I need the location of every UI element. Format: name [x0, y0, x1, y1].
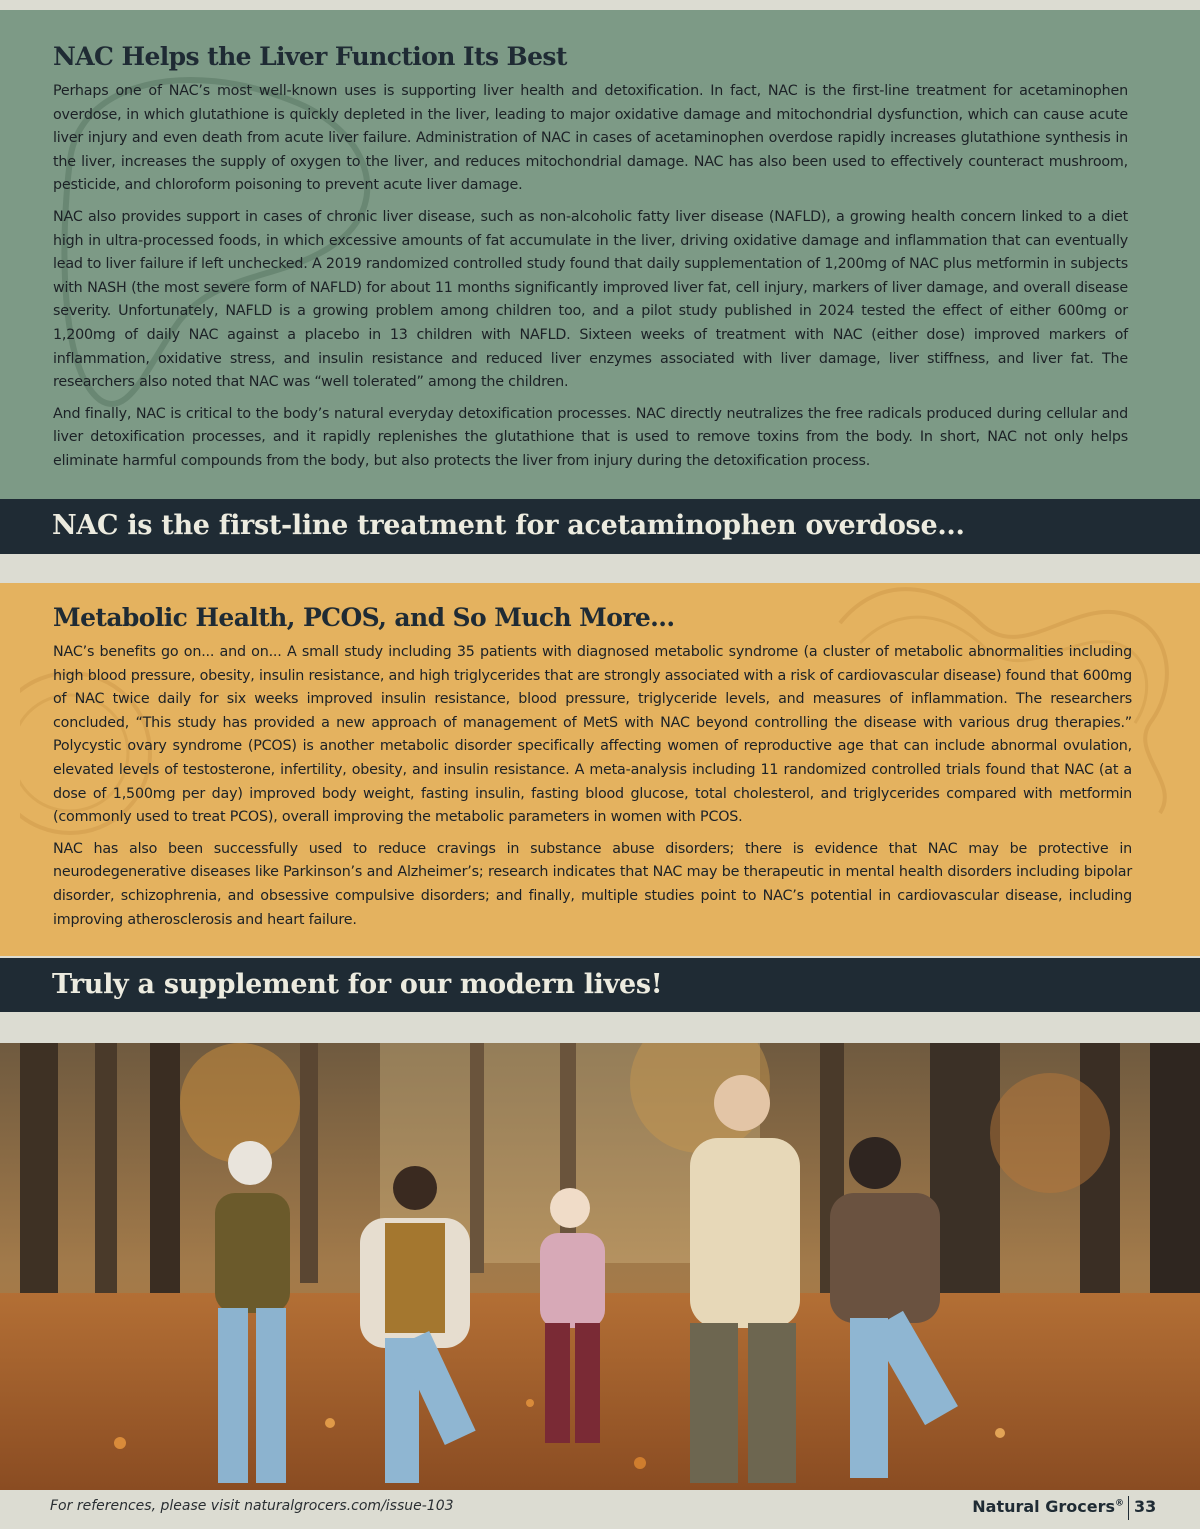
brand-label: Natural Grocers — [972, 1497, 1115, 1516]
section-heading: NAC Helps the Liver Function Its Best — [53, 42, 567, 71]
paragraph: NAC has also been successfully used to reduce cravings in substance abuse disorders; there is evidence that NAC may be protective in neurodegenerative diseases like Parkinson’s and Alzheimer’s; research indicates that NAC may be therapeutic in mental health disorders including bipolar disorder, schizophrenia, and obsessive compulsive disorders; and finally, multiple studies point to NAC’s potential in cardiovascular disease, including improving atherosclerosis and heart failure. — [53, 840, 1132, 928]
section-heading: Metabolic Health, PCOS, and So Much More... — [53, 603, 675, 632]
brand-name — [972, 1497, 1124, 1516]
trademark-symbol: ® — [1115, 1498, 1124, 1509]
callout-text: NAC is the first-line treatment for acetaminophen overdose... — [52, 510, 965, 541]
callout-banner — [0, 499, 1200, 554]
family-autumn-forest-photo — [0, 1043, 1200, 1490]
page-footer — [0, 1490, 1200, 1529]
photo-illustration — [0, 1043, 1200, 1490]
metabolic-section — [0, 583, 1200, 956]
paragraph: NAC’s benefits go on... and on... A small study including 35 patients with diagnosed metabolic syndrome (a cluster of metabolic abnormalities including high blood pressure, obesity, insulin resistance, and high triglycerides that are strongly associated with a risk of cardiovascular disease) found that 600mg of NAC twice daily for six weeks improved insulin resistance, blood pressure, triglyceride levels, and measures of inflammation. The researchers concluded, “This study has provided a new approach of management of MetS with NAC beyond controlling the disease with various drug therapies.” Polycystic ovary syndrome (PCOS) is another metabolic disorder specifically affecting women of reproductive age that can include abnormal ovulation, elevated levels of testosterone, infertility, obesity, and insulin resistance. A meta-analysis including 11 randomized controlled trials found that NAC (at a dose of 1,500mg per day) improved body weight, fasting insulin, fasting blood glucose, total cholesterol, and triglycerides compared with metformin (commonly used to treat PCOS), overall improving the metabolic parameters in women with PCOS. — [53, 644, 1132, 826]
references-note: For references, please visit naturalgrocers.com/issue-103 — [50, 1498, 454, 1514]
page-number: 33 — [1134, 1497, 1157, 1516]
paragraph: And finally, NAC is critical to the body’s natural everyday detoxification processes. NAC directly neutralizes the free radicals produced during cellular and liver detoxification processes, and it rapidly replenishes the glutathione that is used to remove toxins from the body. In short, NAC not only helps eliminate harmful compounds from the body, but also protects the liver from injury during the detoxification process. — [53, 405, 1128, 469]
page-divider — [1128, 1496, 1129, 1520]
paragraph: Perhaps one of NAC’s most well-known uses is supporting liver health and detoxification. In fact, NAC is the first-line treatment for acetaminophen overdose, in which glutathione is quickly depleted in the liver, leading to major oxidative damage and mitochondrial dysfunction, which can cause acute liver injury and even death from acute liver failure. Administration of NAC in cases of acetaminophen overdose rapidly increases glutathione synthesis in the liver, increases the supply of oxygen to the liver, and reduces mitochondrial damage. NAC has also been used to effectively counteract mushroom, pesticide, and chloroform poisoning to prevent acute liver damage. — [53, 83, 1128, 194]
liver-section — [0, 10, 1200, 499]
callout-text: Truly a supplement for our modern lives! — [52, 969, 663, 1000]
callout-banner — [0, 958, 1200, 1012]
paragraph: NAC also provides support in cases of chronic liver disease, such as non-alcoholic fatty liver disease (NAFLD), a growing health concern linked to a diet high in ultra-processed foods, in which excessive amounts of fat accumulate in the liver, driving oxidative damage and inflammation that can eventually lead to liver failure if left unchecked. A 2019 randomized controlled study found that daily supplementation of 1,200mg of NAC plus metformin in subjects with NASH (the most severe form of NAFLD) for about 11 months significantly improved liver fat, cell injury, markers of liver damage, and overall disease severity. Unfortunately, NAFLD is a growing problem among children too, and a pilot study published in 2024 tested the effect of either 600mg or 1,200mg of daily NAC against a placebo in 13 children with NAFLD. Sixteen weeks of treatment with NAC (either dose) improved markers of inflammation, oxidative stress, and insulin resistance and reduced liver enzymes associated with liver damage, liver stiffness, and liver fat. The researchers also noted that NAC was “well tolerated” among the children. — [53, 208, 1128, 391]
